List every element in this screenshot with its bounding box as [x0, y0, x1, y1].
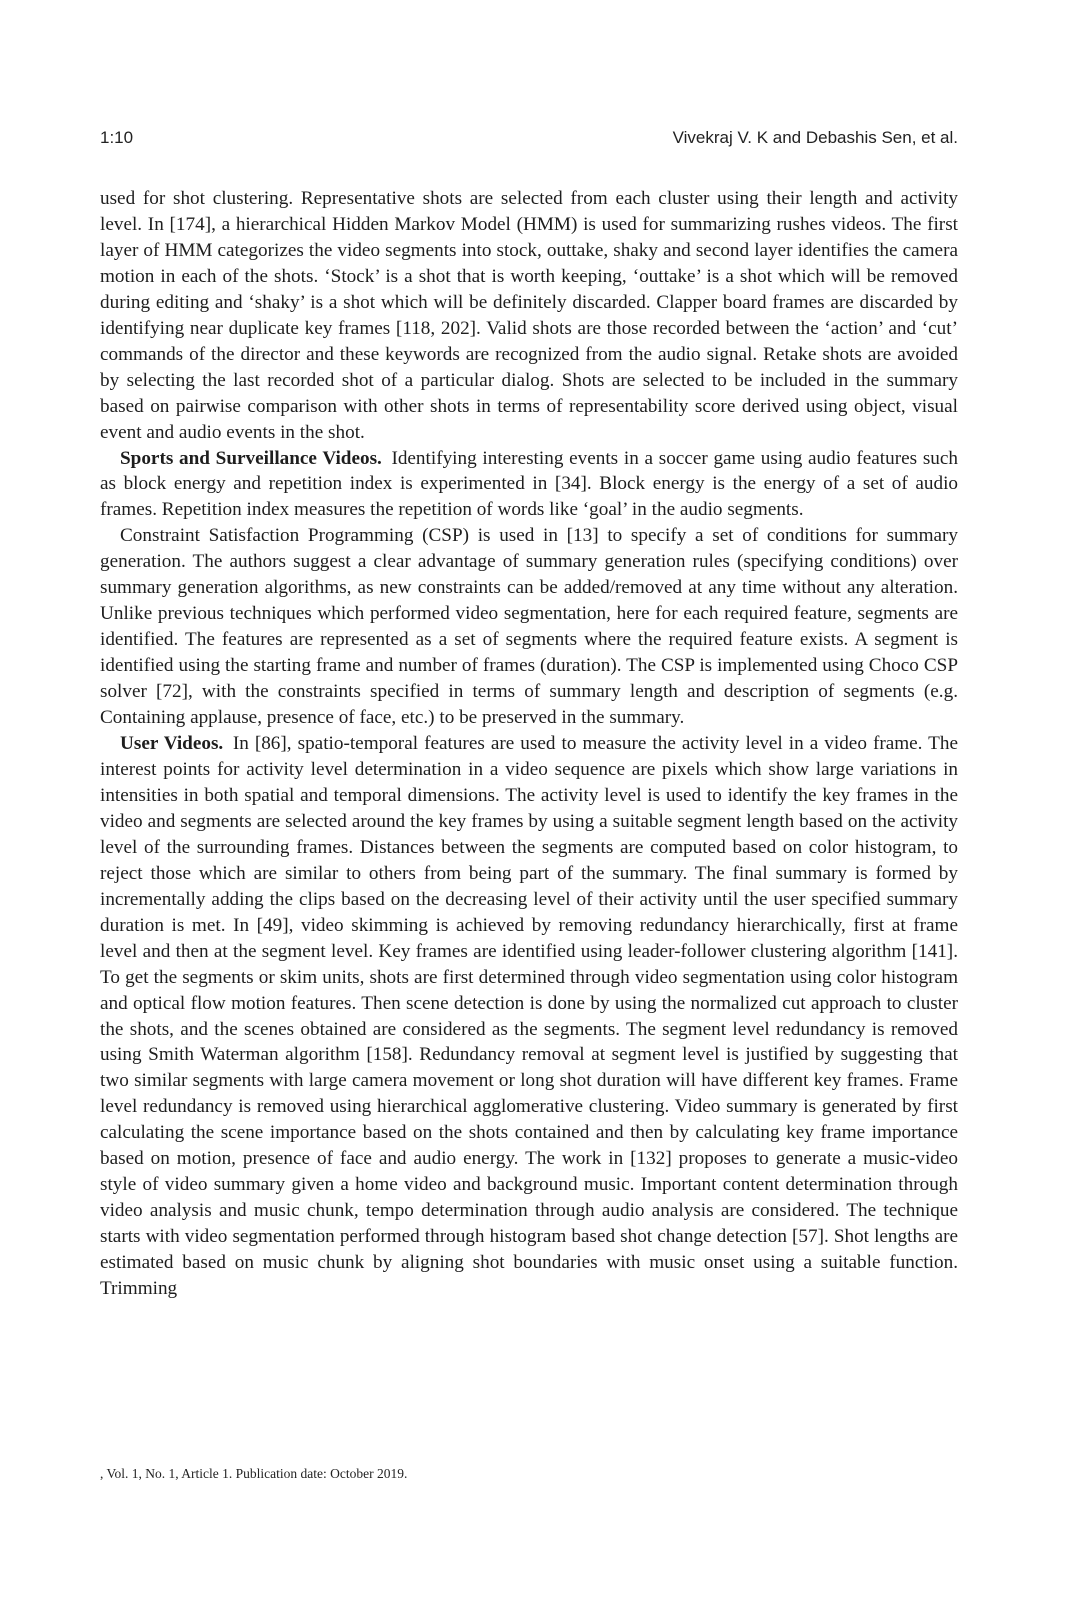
paragraph-text: Constraint Satisfaction Programming (CSP) is used in [13] to specify a set of conditions for summary generation. The authors suggest a clear advantage of summary generation rules (specifying conditions) over summary generation algorithms, as new constraints can be added/removed at any time without any alteration. Unlike previous techniques which performed video segmentation, here for each required feature, segments are identified. The features are represented as a set of segments where the required feature exists. A segment is identified using the starting frame and number of frames (duration). The CSP is implemented using Choco CSP solver [72], with the constraints specified in terms of summary length and description of segments (e.g. Containing applause, presence of face, etc.) to be preserved in the summary. — [100, 525, 958, 729]
paragraph-user-videos — [100, 731, 958, 1302]
page-footer: , Vol. 1, No. 1, Article 1. Publication date: October 2019. — [100, 1466, 408, 1481]
runin-heading-user-videos: User Videos. — [120, 733, 224, 755]
running-header-authors: Vivekraj V. K and Debashis Sen, et al. — [672, 128, 958, 147]
body-text — [100, 186, 958, 1302]
paragraph-sports-surveillance — [100, 446, 958, 524]
paragraph-text: used for shot clustering. Representative shots are selected from each cluster using their length and activity level. In [174], a hierarchical Hidden Markov Model (HMM) is used for summarizing rushes videos. The first layer of HMM categorizes the video segments into stock, outtake, shaky and second layer identifies the camera motion in each of the shots. ‘Stock’ is a shot that is worth keeping, ‘outtake’ is a shot which will be removed during editing and ‘shaky’ is a shot which will be definitely discarded. Clapper board frames are discarded by identifying near duplicate key frames [118, 202]. Valid shots are those recorded between the ‘action’ and ‘cut’ commands of the director and these keywords are recognized from the audio signal. Retake shots are avoided by selecting the last recorded shot of a particular dialog. Shots are selected to be included in the summary based on pairwise comparison with other shots in terms of representability score derived using object, visual event and audio events in the shot. — [100, 188, 958, 443]
paragraph-text: In [86], spatio-temporal features are used to measure the activity level in a video frame. The interest points for activity level determination in a video sequence are pixels which show large variations in intensities in both spatial and temporal dimensions. The activity level is used to identify the key frames in the video and segments are selected around the key frames by using a suitable segment length based on the activity level of the surrounding frames. Distances between the segments are computed based on color histogram, to reject those which are similar to others from being part of the summary. The final summary is formed by incrementally adding the clips based on the decreasing level of their activity until the user specified summary duration is met. In [49], video skimming is achieved by removing redundancy hierarchically, first at frame level and then at the segment level. Key frames are identified using leader-follower clustering algorithm [141]. To get the segments or skim units, shots are first determined through video segmentation using color histogram and optical flow motion features. Then scene detection is done by using the normalized cut approach to cluster the shots, and the scenes obtained are considered as the segments. The segment level redundancy is removed using Smith Waterman algorithm [158]. Redundancy removal at segment level is justified by suggesting that two similar segments with large camera movement or long shot duration will have different key frames. Frame level redundancy is removed using hierarchical agglomerative clustering. Video summary is generated by first calculating the scene importance based on the shots contained and then by calculating key frame importance based on motion, presence of face and audio energy. The work in [132] proposes to generate a music-video style of video summary given a home video and background music. Important content determination through video analysis and music chunk, tempo determination through audio analysis are considered. The technique starts with video segmentation performed through histogram based shot change detection [57]. Shot lengths are estimated based on music chunk by aligning shot boundaries with music onset using a suitable function. Trimming — [100, 733, 958, 1300]
paragraph-csp — [100, 523, 958, 731]
runin-heading-sports-surveillance: Sports and Surveillance Videos. — [120, 447, 382, 469]
paragraph-continued — [100, 186, 958, 446]
page-number: 1:10 — [100, 128, 134, 147]
running-header — [100, 128, 958, 154]
paragraph-text: Identifying interesting events in a soccer game using audio features such as block energy and repetition index is experimented in [34]. Block energy is the energy of a set of audio frames. Repetition index measures the repetition of words like ‘goal’ in the audio segments. — [100, 447, 958, 521]
